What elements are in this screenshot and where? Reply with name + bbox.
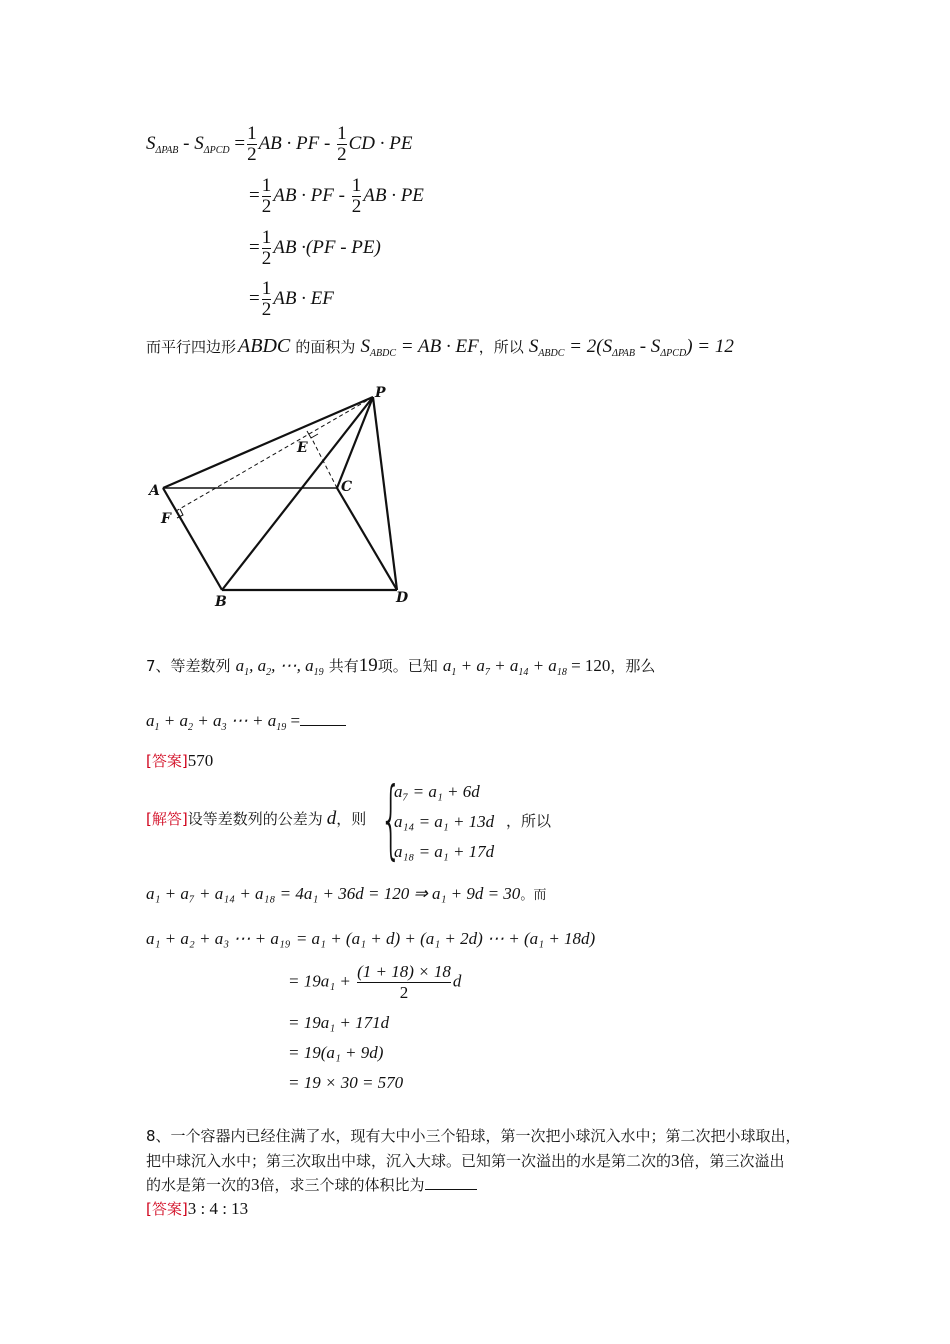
q8-line-1: 8、一个容器内已经住满了水，现有大中小三个铅球，第一次把小球沉入水中；第二次把小球取出， [146,1127,801,1145]
label-p: P [375,385,386,401]
q7-step6: = 19 × 30 = 570 [288,1073,404,1092]
label-c: C [341,479,353,495]
q7-ask: $a_1 + a_2 + a_3$ ⋯ + $a_{19}$ = [146,711,346,733]
edge-cd [337,488,397,590]
q7-system-brace: { [380,769,402,869]
derivation-line-2: = $\frac{1}{2}$ AB · PF - $\frac{1}{2}$ AB · PE [249,175,424,217]
q8-answer: [答案]3 : 4 : 13 [146,1199,249,1218]
q7-system-eq3: a₁₈ = a₁ + 17d [394,842,495,861]
label-d: D [396,590,409,606]
q7-answer-blank [300,725,346,726]
q7-step4: = 19a₁ + 171d [288,1013,390,1032]
q8-line-2: 把中球沉入水中；第三次取出中球，沉入大球。已知第一次溢出的水是第二次的3倍，第三次溢出 [146,1151,785,1170]
q7-step3: = 19a₁ + $\frac{(1 + 18) \times 18}{2}$ d [288,962,462,1002]
q7-solution-intro: [解答]设等差数列的公差为 d，则 [146,808,367,829]
label-b: B [215,594,227,610]
derivation-line-3: = $\frac{1}{2}$ AB ·(PF - PE) [249,227,381,269]
q7-step1: a₁ + a₇ + a₁₄ + a₁₈ = 4a₁ + 36d = 120 ⇒ a₁ + 9d = 30。而 [146,884,547,903]
derivation-line-1: $S_{\Delta PAB} - S_{\Delta PCD}$ = $\frac{1}{2}$ AB · PF - $\frac{1}{2}$ CD · PE [146,123,413,165]
q8-line-3: 的水是第一次的3倍，求三个球的体积比为 [146,1174,477,1195]
q7-system-eq2: a₁₄ = a₁ + 13d [394,812,495,831]
q8-answer-blank [425,1189,477,1190]
right-angle-e [307,431,318,438]
label-f: F [161,511,171,527]
parallelogram-area-line: 而平行四边形 ABDC 的面积为 $S_{ABDC}$ = AB · EF，所以 $S_{ABDC} = 2(S_{\Delta PAB} - S_{\Delta PCD}) = 12$ [146,335,734,359]
q7-answer: [答案]570 [146,751,214,770]
label-e: E [297,440,308,456]
q7-step5: = 19(a₁ + 9d) [288,1043,384,1062]
label-a: A [149,483,160,499]
q7-system-eq1: a₇ = a₁ + 6d [394,782,480,801]
q7-system-so: ，所以 [506,812,552,830]
q7-step2: a₁ + a₂ + a₃ ⋯ + a₁₉ = a₁ + (a₁ + d) + (a₁ + 2d) ⋯ + (a₁ + 18d) [146,929,596,948]
q7-statement: 7、等差数列 $a_1$, $a_2$, ⋯, $a_{19}$ 共有19项。已知 $a_1 + a_7 + a_{14} + a_{18} = 120$，那么 [146,655,656,678]
geometry-figure [140,380,440,615]
edge-pd [373,397,397,590]
derivation-line-4: = $\frac{1}{2}$ AB · EF [249,278,334,320]
edge-ab [163,488,222,590]
dashed-ce [311,437,337,488]
